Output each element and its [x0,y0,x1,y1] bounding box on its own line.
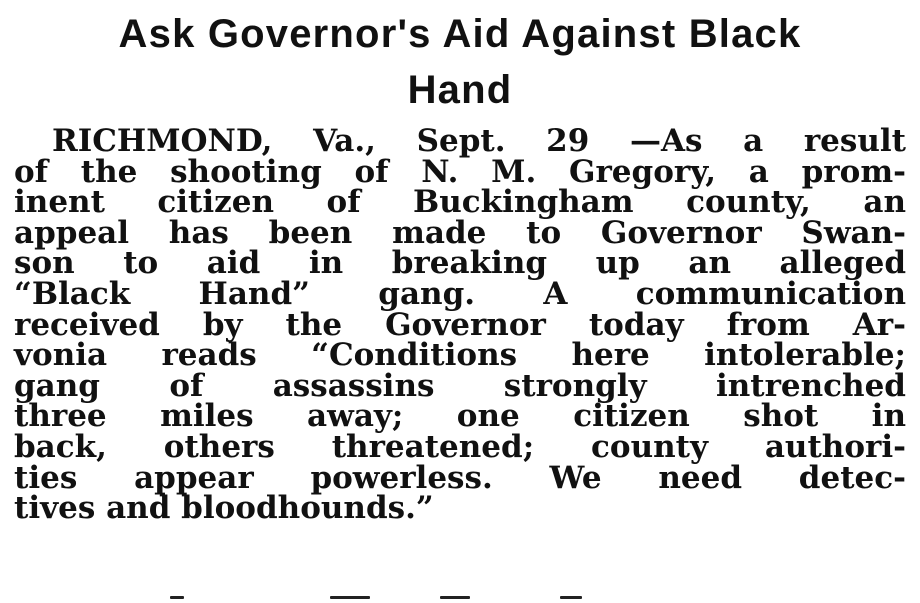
headline-line-2: Hand [407,68,513,112]
article-line: “Black Hand” gang. A communication [14,275,906,312]
article-line: ties appear powerless. We need detec- [14,459,906,496]
cut-off-next-line-fragment [0,592,920,603]
article-line: of the shooting of N. M. Gregory, a prom- [14,153,906,190]
headline-line-1: Ask Governor's Aid Against Black [118,12,802,56]
article-line: gang of assassins strongly intrenched [14,367,906,404]
article-line: RICHMOND, Va., Sept. 29 —As a result [52,123,906,159]
article-line: back, others threatened; county authori- [14,428,906,465]
article-line: son to aid in breaking up an alleged [14,245,906,282]
article-line: inent citizen of Buckingham county, an [14,184,906,221]
article-line: received by the Governor today from Ar- [14,306,906,343]
article-line: vonia reads “Conditions here intolerable; [14,337,906,374]
article-line: tives and bloodhounds.” [14,490,434,527]
article-line: three miles away; one citizen shot in [14,398,906,435]
article-line: appeal has been made to Governor Swan- [14,214,906,251]
article-body [14,123,906,527]
